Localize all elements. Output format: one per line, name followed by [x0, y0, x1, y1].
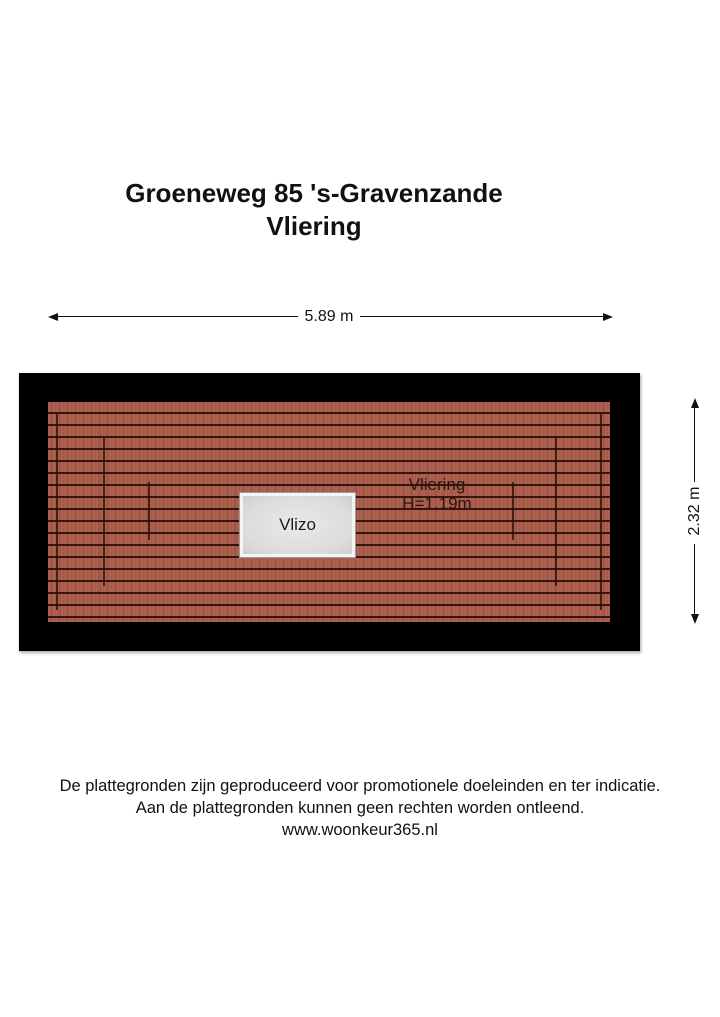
dimension-line — [360, 316, 607, 317]
disclaimer-line-2: Aan de plattegronden kunnen geen rechten worden ontleend. — [135, 799, 585, 817]
hatch-label: Vlizo — [279, 515, 316, 534]
attic-hatch — [240, 493, 355, 557]
arrow-up-icon — [691, 398, 699, 408]
room-height: H=1.19m — [402, 494, 472, 513]
width-dimension — [48, 308, 613, 326]
plan-title-floor: Vliering — [266, 211, 362, 241]
dimension-line — [694, 406, 695, 482]
plan-title-address: Groeneweg 85 's-Gravenzande — [125, 178, 503, 208]
website-text: www.woonkeur365.nl — [282, 821, 438, 839]
arrow-right-icon — [603, 313, 613, 321]
depth-label: 2.32 m — [686, 486, 703, 536]
arrow-down-icon — [691, 614, 699, 624]
depth-dimension — [686, 398, 704, 624]
room-name: Vliering — [408, 475, 466, 494]
disclaimer-line-1: De plattegronden zijn geproduceerd voor promotionele doeleinden en ter indicatie. — [59, 777, 661, 795]
arrow-left-icon — [48, 313, 58, 321]
dimension-line — [54, 316, 298, 317]
width-label: 5.89 m — [304, 308, 354, 325]
dimension-line — [694, 544, 695, 616]
room-label — [382, 475, 492, 513]
